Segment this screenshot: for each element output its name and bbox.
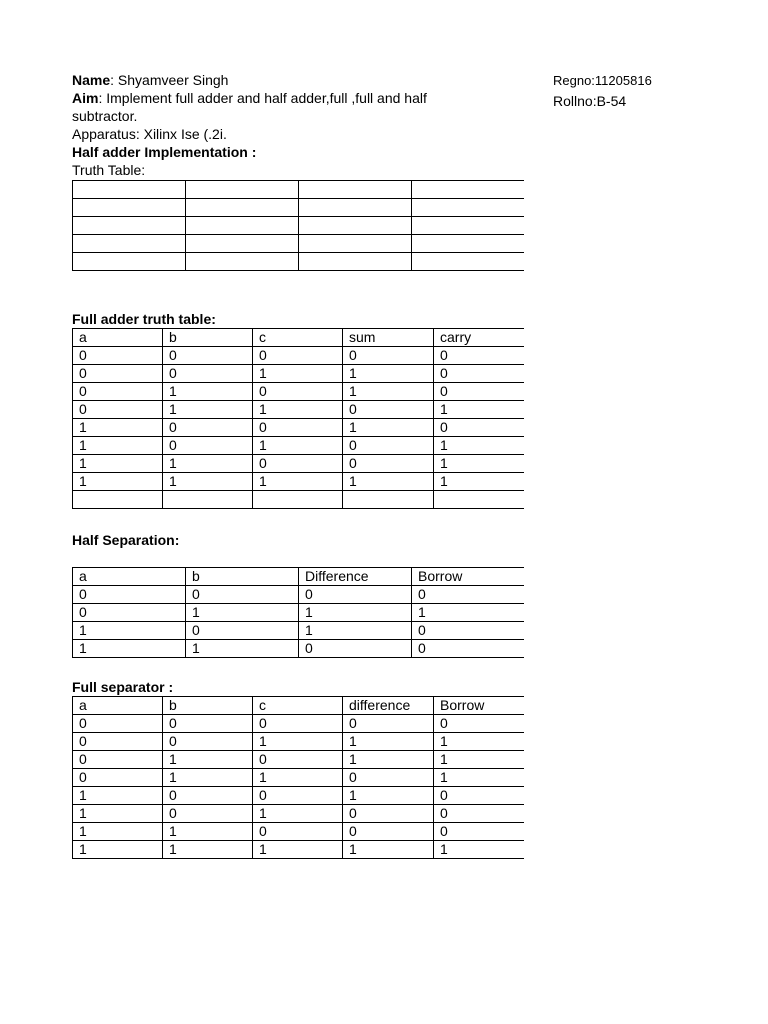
table-row	[73, 640, 524, 658]
table-cell: 1	[343, 365, 434, 383]
table-cell: 0	[343, 347, 434, 365]
table-row	[73, 823, 524, 841]
table-cell: 1	[186, 604, 299, 622]
table-cell: 0	[299, 640, 412, 658]
table-cell: 1	[434, 841, 524, 859]
table-cell: 0	[73, 751, 163, 769]
table-cell	[186, 181, 299, 199]
table-cell: 0	[163, 805, 253, 823]
table-cell: 0	[73, 365, 163, 383]
table-cell	[299, 253, 412, 271]
table-cell	[186, 253, 299, 271]
table-cell: 1	[343, 751, 434, 769]
table-cell: 1	[253, 841, 343, 859]
table-cell: 0	[253, 383, 343, 401]
table-cell: 0	[253, 455, 343, 473]
table-cell: 1	[163, 455, 253, 473]
table-cell: 0	[412, 640, 524, 658]
table-cell: 1	[343, 733, 434, 751]
table-cell: 1	[434, 733, 524, 751]
table-cell	[186, 199, 299, 217]
table-cell: 0	[163, 419, 253, 437]
table-cell: 1	[186, 640, 299, 658]
table-cell: 0	[299, 586, 412, 604]
table-cell: Borrow	[412, 568, 524, 586]
table-cell: 0	[253, 823, 343, 841]
table-cell	[299, 217, 412, 235]
table-row	[73, 401, 524, 419]
table-row	[73, 586, 524, 604]
aim-continued: subtractor.	[72, 108, 138, 124]
table-cell	[73, 253, 186, 271]
table-cell: 1	[73, 640, 186, 658]
table-cell: 1	[73, 823, 163, 841]
table-row	[73, 787, 524, 805]
table-cell	[434, 491, 524, 509]
table-row	[73, 604, 524, 622]
name-value: : Shyamveer Singh	[110, 72, 229, 88]
full-adder-heading: Full adder truth table:	[72, 311, 216, 327]
table-cell: 0	[163, 347, 253, 365]
full-separator-table-body	[73, 697, 524, 859]
table-cell	[73, 491, 163, 509]
table-cell: b	[163, 697, 253, 715]
table-cell: 1	[299, 604, 412, 622]
table-cell: 1	[253, 769, 343, 787]
table-row	[73, 253, 524, 271]
table-cell: 1	[73, 419, 163, 437]
table-cell: 0	[253, 751, 343, 769]
table-cell: 0	[73, 769, 163, 787]
full-adder-table	[72, 328, 524, 509]
table-cell: 1	[163, 751, 253, 769]
table-cell: 1	[343, 787, 434, 805]
table-cell: b	[186, 568, 299, 586]
table-cell: 0	[343, 715, 434, 733]
table-row	[73, 491, 524, 509]
table-cell: Difference	[299, 568, 412, 586]
table-cell: 0	[434, 419, 524, 437]
table-cell: 0	[73, 604, 186, 622]
table-cell: 1	[412, 604, 524, 622]
table-cell	[186, 235, 299, 253]
table-cell: 1	[73, 841, 163, 859]
full-separator-heading: Full separator :	[72, 679, 174, 695]
table-row	[73, 437, 524, 455]
table-row	[73, 365, 524, 383]
table-header-row	[73, 329, 524, 347]
table-cell: 0	[434, 365, 524, 383]
table-cell: 1	[434, 455, 524, 473]
table-cell	[186, 217, 299, 235]
half-adder-table-body	[73, 181, 524, 271]
table-cell: 0	[73, 586, 186, 604]
table-cell: 1	[253, 805, 343, 823]
table-cell	[73, 181, 186, 199]
table-cell: 0	[412, 622, 524, 640]
table-cell: 0	[434, 715, 524, 733]
table-cell: sum	[343, 329, 434, 347]
table-cell: 1	[299, 622, 412, 640]
table-row	[73, 622, 524, 640]
name-line	[72, 71, 228, 89]
table-cell: c	[253, 329, 343, 347]
table-cell: 1	[434, 769, 524, 787]
aim-value: : Implement full adder and half adder,full ,full and half	[98, 90, 427, 106]
table-cell	[412, 199, 524, 217]
table-cell: 1	[253, 473, 343, 491]
table-cell: 0	[253, 715, 343, 733]
table-cell: 1	[163, 383, 253, 401]
table-cell: 0	[343, 823, 434, 841]
table-row	[73, 805, 524, 823]
table-cell	[73, 235, 186, 253]
table-cell: 1	[163, 769, 253, 787]
table-row	[73, 347, 524, 365]
table-cell	[73, 199, 186, 217]
table-cell: b	[163, 329, 253, 347]
table-cell: 0	[343, 437, 434, 455]
table-cell: 0	[343, 769, 434, 787]
table-cell: 1	[163, 823, 253, 841]
table-cell	[412, 217, 524, 235]
table-row	[73, 715, 524, 733]
table-cell: 0	[163, 437, 253, 455]
table-cell: 0	[73, 383, 163, 401]
table-row	[73, 769, 524, 787]
table-cell: a	[73, 329, 163, 347]
table-cell: 1	[253, 365, 343, 383]
table-cell: 1	[253, 733, 343, 751]
table-cell	[343, 491, 434, 509]
table-cell: 0	[163, 787, 253, 805]
table-cell	[73, 217, 186, 235]
table-cell: 1	[73, 473, 163, 491]
table-row	[73, 181, 524, 199]
table-cell	[299, 199, 412, 217]
table-cell: 0	[343, 455, 434, 473]
table-cell: 1	[163, 401, 253, 419]
table-cell: 1	[434, 437, 524, 455]
table-cell: 0	[434, 383, 524, 401]
table-cell: 0	[163, 733, 253, 751]
table-cell	[412, 253, 524, 271]
table-cell: 1	[253, 437, 343, 455]
table-cell: 0	[73, 401, 163, 419]
table-cell: 0	[434, 787, 524, 805]
table-cell: 1	[343, 841, 434, 859]
table-cell: 0	[253, 787, 343, 805]
table-cell: 1	[73, 622, 186, 640]
table-row	[73, 455, 524, 473]
table-cell: 1	[253, 401, 343, 419]
table-row	[73, 419, 524, 437]
table-cell: 1	[434, 751, 524, 769]
table-row	[73, 751, 524, 769]
table-row	[73, 473, 524, 491]
table-cell	[299, 181, 412, 199]
table-row	[73, 199, 524, 217]
table-cell: 0	[343, 401, 434, 419]
table-cell: 1	[343, 383, 434, 401]
table-cell: 1	[434, 401, 524, 419]
table-cell: carry	[434, 329, 524, 347]
half-adder-table	[72, 180, 524, 271]
aim-label: Aim	[72, 90, 99, 106]
table-cell: 0	[343, 805, 434, 823]
table-cell: 0	[73, 715, 163, 733]
table-cell: 1	[343, 419, 434, 437]
table-cell	[412, 235, 524, 253]
aim-line	[72, 89, 427, 107]
table-cell: Borrow	[434, 697, 524, 715]
table-cell: 0	[163, 715, 253, 733]
table-cell: a	[73, 697, 163, 715]
table-cell: 1	[343, 473, 434, 491]
half-separation-table	[72, 567, 524, 658]
full-separator-table	[72, 696, 524, 859]
table-cell: 0	[434, 823, 524, 841]
table-cell: 0	[186, 586, 299, 604]
table-row	[73, 733, 524, 751]
table-cell	[163, 491, 253, 509]
table-row	[73, 841, 524, 859]
table-header-row	[73, 697, 524, 715]
table-cell	[412, 181, 524, 199]
full-adder-table-body	[73, 329, 524, 509]
table-cell: 0	[73, 733, 163, 751]
regno: Regno:11205816	[553, 73, 652, 88]
table-cell: difference	[343, 697, 434, 715]
table-cell	[299, 235, 412, 253]
table-cell: 1	[73, 805, 163, 823]
table-header-row	[73, 568, 524, 586]
table-cell: c	[253, 697, 343, 715]
table-cell	[253, 491, 343, 509]
rollno: Rollno:B-54	[553, 93, 627, 109]
table-cell: 0	[253, 419, 343, 437]
table-cell: 1	[434, 473, 524, 491]
table-cell: 1	[163, 841, 253, 859]
table-cell: 1	[163, 473, 253, 491]
table-cell: 0	[253, 347, 343, 365]
name-label: Name	[72, 72, 111, 88]
table-cell: 0	[434, 805, 524, 823]
half-separation-heading: Half Separation:	[72, 532, 180, 548]
table-cell: 0	[186, 622, 299, 640]
table-cell: a	[73, 568, 186, 586]
table-row	[73, 235, 524, 253]
table-cell: 1	[73, 437, 163, 455]
table-cell: 0	[73, 347, 163, 365]
truth-table-label: Truth Table:	[72, 162, 146, 178]
table-row	[73, 217, 524, 235]
table-cell: 0	[163, 365, 253, 383]
half-adder-heading: Half adder Implementation :	[72, 144, 257, 160]
table-cell: 0	[434, 347, 524, 365]
table-cell: 1	[73, 455, 163, 473]
table-row	[73, 383, 524, 401]
table-cell: 1	[73, 787, 163, 805]
half-separation-table-body	[73, 568, 524, 658]
table-cell: 0	[412, 586, 524, 604]
apparatus-line: Apparatus: Xilinx Ise (.2i.	[72, 126, 227, 142]
